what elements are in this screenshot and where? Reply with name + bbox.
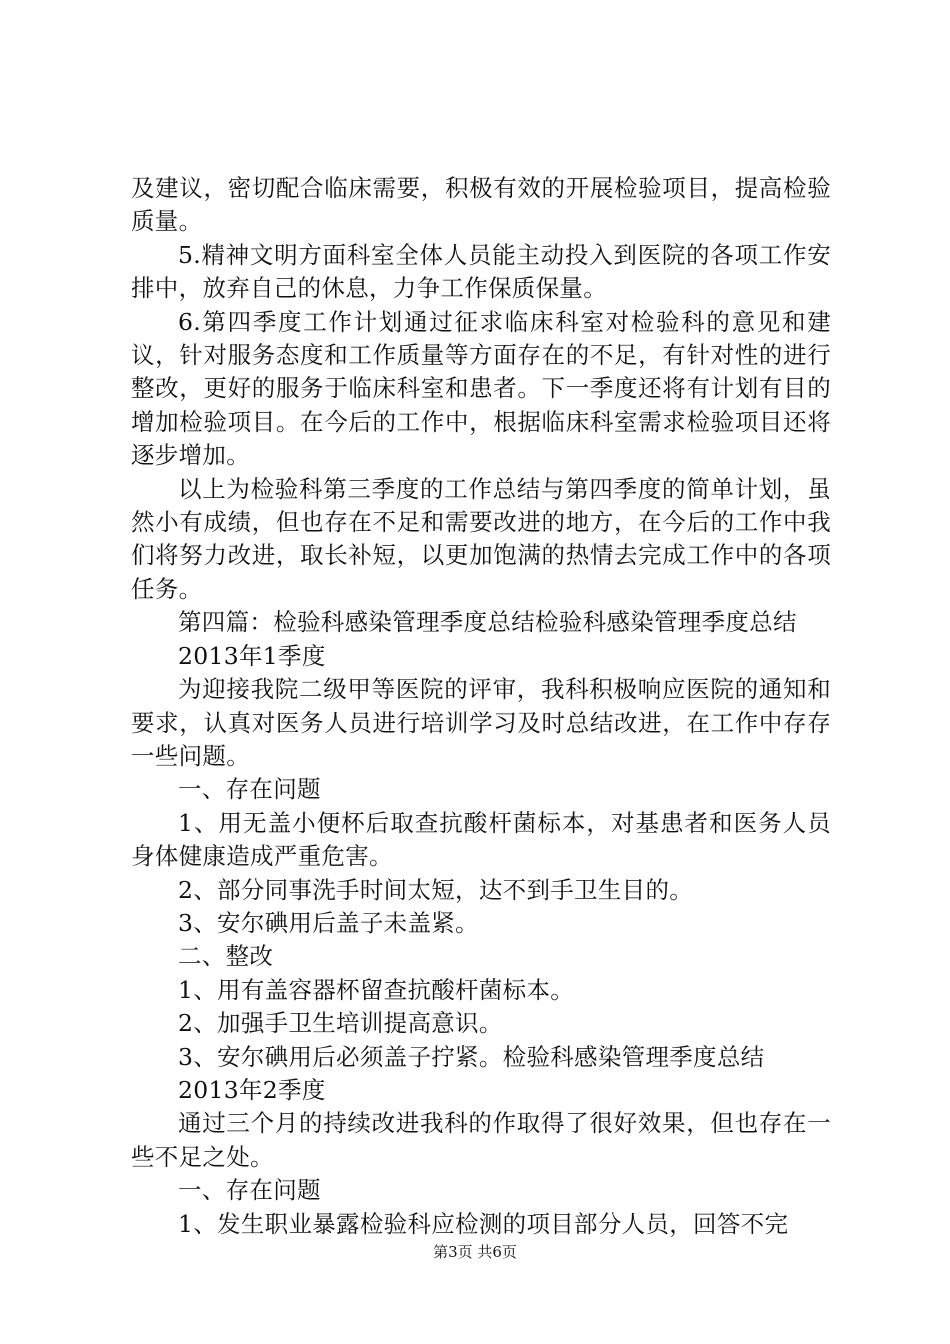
page-footer: 第3页 共6页 [433, 1243, 517, 1261]
paragraph: 2013年2季度 [178, 1075, 326, 1104]
paragraph: 3、安尔碘用后必须盖子拧紧。检验科感染管理季度总结 [178, 1042, 765, 1071]
paragraph: 以上为检验科第三季度的工作总结与第四季度的简单计划，虽然小有成绩，但也存在不足和需要改进的地方，在今后的工作中我们将努力改进，取长补短，以更加饱满的热情去完成工作中的各项任务。 [131, 474, 831, 603]
paragraph: 二、整改 [178, 942, 274, 971]
paragraph: 第四篇：检验科感染管理季度总结检验科感染管理季度总结 [178, 608, 797, 637]
paragraph: 一、存在问题 [178, 775, 321, 804]
paragraph: 2、加强手卫生培训提高意识。 [178, 1009, 503, 1038]
paragraph: 为迎接我院二级甲等医院的评审，我科积极响应医院的通知和要求，认真对医务人员进行培训学习及时总结改进，在工作中存存一些问题。 [131, 675, 831, 770]
paragraph: 2、部分同事洗手时间太短，达不到手卫生目的。 [178, 875, 694, 904]
paragraph: 1、用有盖容器杯留查抗酸杆菌标本。 [178, 975, 575, 1004]
paragraph: 通过三个月的持续改进我科的作取得了很好效果，但也存在一些不足之处。 [131, 1109, 831, 1171]
paragraph: 3、安尔碘用后盖子未盖紧。 [178, 908, 479, 937]
paragraph: 2013年1季度 [178, 641, 326, 670]
paragraph: 6.第四季度工作计划通过征求临床科室对检验科的意见和建议，针对服务态度和工作质量等方面存在的不足，有针对性的进行整改，更好的服务于临床科室和患者。下一季度还将有计划有目的增加检验项目。在今后的工作中，根据临床科室需求检验项目还将逐步增加。 [131, 307, 831, 470]
document-body [131, 172, 831, 1241]
paragraph: 一、存在问题 [178, 1176, 321, 1205]
paragraph: 1、用无盖小便杯后取查抗酸杆菌标本，对基患者和医务人员身体健康造成严重危害。 [131, 808, 831, 871]
paragraph: 及建议，密切配合临床需要，积极有效的开展检验项目，提高检验质量。 [131, 174, 831, 236]
paragraph: 1、发生职业暴露检验科应检测的项目部分人员，回答不完 [178, 1209, 789, 1238]
paragraph: 5.精神文明方面科室全体人员能主动投入到医院的各项工作安排中，放弃自己的休息，力争工作保质保量。 [131, 240, 831, 303]
